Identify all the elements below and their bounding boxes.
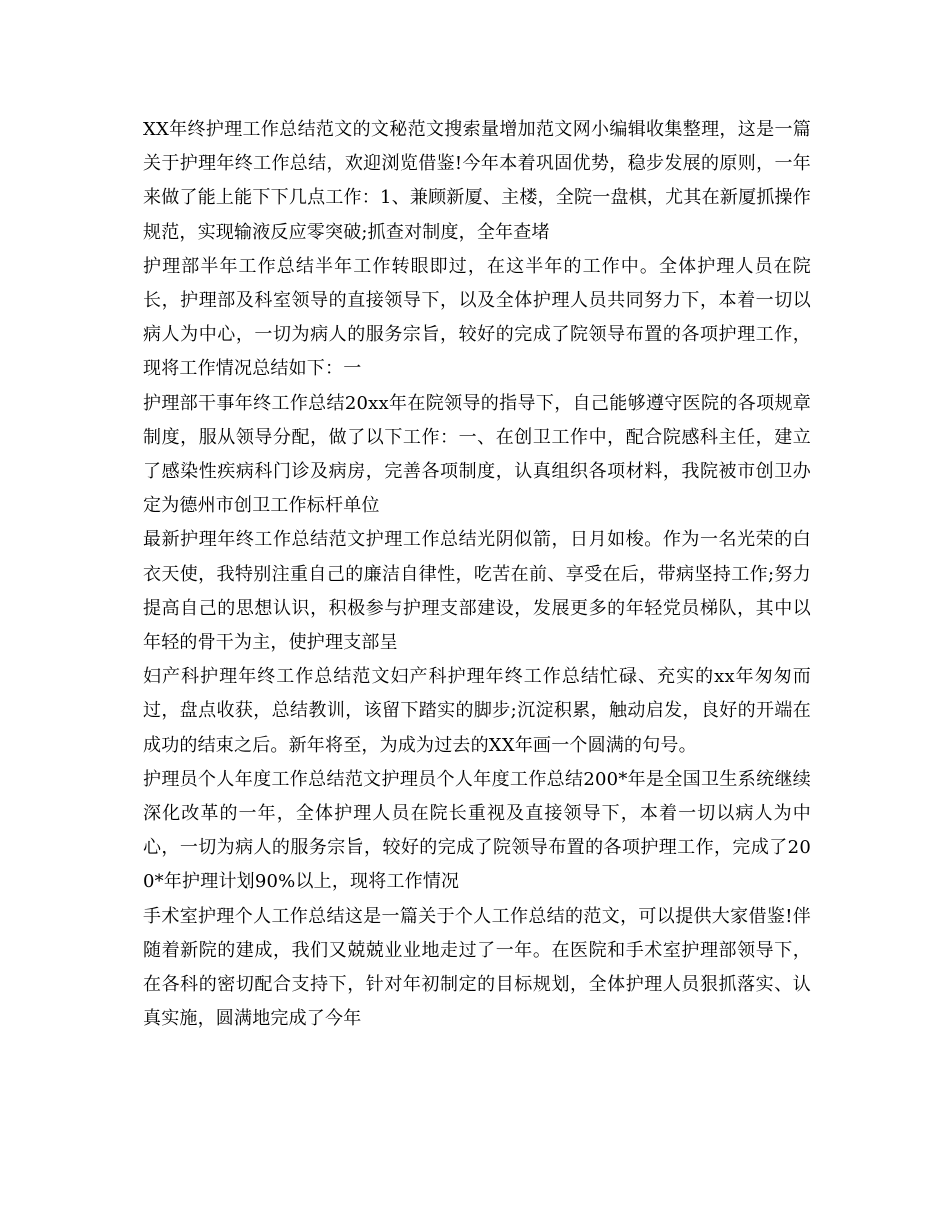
paragraph-2: 护理部半年工作总结半年工作转眼即过，在这半年的工作中。全体护理人员在院长，护理部及科室领导的直接领导下，以及全体护理人员共同努力下，本着一切以病人为中心，一切为病人的服务宗旨，较好的完成了院领导布置的各项护理工作，现将工作情况总结如下：一 [143,255,811,380]
paragraph-1: XX年终护理工作总结范文的文秘范文搜索量增加范文网小编辑收集整理，这是一篇关于护理年终工作总结，欢迎浏览借鉴!今年本着巩固优势，稳步发展的原则，一年来做了能上能下下几点工作：1、兼顾新厦、主楼，全院一盘棋，尤其在新厦抓操作规范，实现输液反应零突破;抓查对制度，全年查堵 [143,119,811,243]
paragraph-5: 妇产科护理年终工作总结范文妇产科护理年终工作总结忙碌、充实的xx年匆匆而过，盘点收获，总结教训，该留下踏实的脚步;沉淀积累，触动启发，良好的开端在成功的结束之后。新年将至，为成为过去的XX年画一个圆满的句号。 [143,666,811,756]
paragraph-4: 最新护理年终工作总结范文护理工作总结光阴似箭，日月如梭。作为一名光荣的白衣天使，我特别注重自己的廉洁自律性，吃苦在前、享受在后，带病坚持工作;努力提高自己的思想认识，积极参与护理支部建设，发展更多的年轻党员梯队，其中以年轻的骨干为主，使护理支部呈 [143,529,811,654]
paragraph-6: 护理员个人年度工作总结范文护理员个人年度工作总结200*年是全国卫生系统继续深化改革的一年，全体护理人员在院长重视及直接领导下，本着一切以病人为中心，一切为病人的服务宗旨，较好的完成了院领导布置的各项护理工作，完成了200*年护理计划90%以上，现将工作情况 [143,768,811,893]
document-body [143,113,811,1036]
paragraph-7: 手术室护理个人工作总结这是一篇关于个人工作总结的范文，可以提供大家借鉴!伴随着新院的建成，我们又兢兢业业地走过了一年。在医院和手术室护理部领导下，在各科的密切配合支持下，针对年初制定的目标规划，全体护理人员狠抓落实、认真实施，圆满地完成了今年 [143,905,811,1030]
paragraph-3: 护理部干事年终工作总结20xx年在院领导的指导下，自己能够遵守医院的各项规章制度，服从领导分配，做了以下工作：一、在创卫工作中，配合院感科主任，建立了感染性疾病科门诊及病房，完善各项制度，认真组织各项材料，我院被市创卫办定为德州市创卫工作标杆单位 [143,392,811,517]
